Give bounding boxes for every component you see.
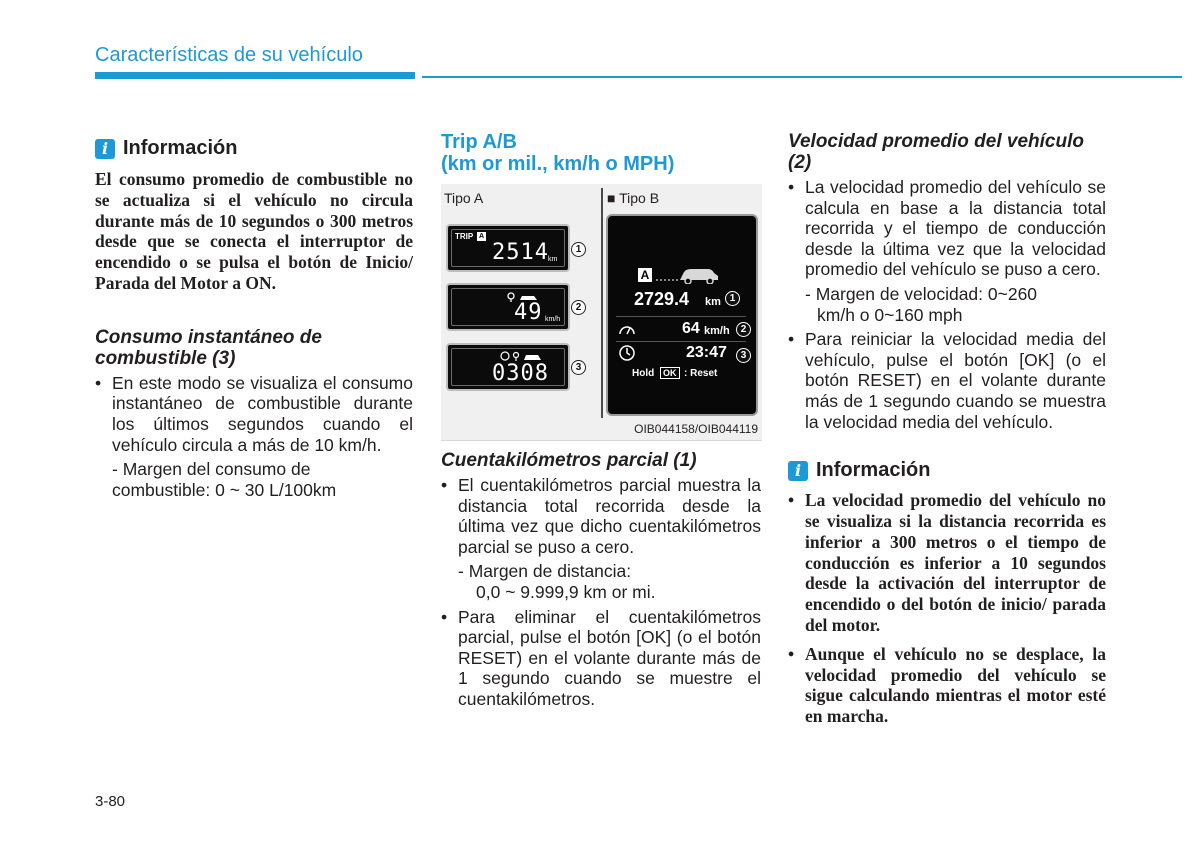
- trip-title-line1: Trip A/B: [441, 131, 517, 153]
- trip-letter-badge: A: [478, 233, 485, 240]
- trip-distance-unit: km: [548, 256, 558, 263]
- list-item: • La velocidad promedio del vehículo no se visualiza si la distancia recorrida es inferior a 300 metros o el tiempo de conducción es inferior a 10 segundos desde la activación del interruptor de encendido o del botón de inicio/ parada del motor.: [788, 490, 1106, 636]
- type-a-screen-trip: [446, 224, 570, 272]
- speed-value: 64: [682, 320, 700, 337]
- info-note-text: El consumo promedio de combustible no se actualiza si el vehículo no circula durante más de 10 segundos o 300 metros desde que se conecta el interruptor de encendido o se pulsa el botón de Inicio/ Parada del Motor a ON.: [95, 169, 413, 293]
- type-a-screen-elapsed-time: [446, 343, 570, 391]
- list-item: • Para reiniciar la velocidad media del vehículo, pulse el botón [OK] (o el botón RESET) en el volante durante más de 1 segundo cuando se muestra la velocidad media del vehículo.: [788, 329, 1106, 432]
- marker-b-2: 2: [736, 322, 751, 337]
- figure-caption: OIB044158/OIB044119: [634, 422, 758, 436]
- right-column: [788, 131, 1106, 727]
- section-title-consumption: Consumo instantáneo de combustible (3): [95, 326, 322, 369]
- list-item: • El cuentakilómetros parcial muestra la distancia total recorrida desde la última vez que dicho cuentakilómetros parcial se puso a cero.: [441, 475, 761, 557]
- header-rule-thick: [95, 72, 415, 79]
- trip-title-line2: (km or mil., km/h o MPH): [441, 153, 675, 175]
- marker-b-3: 3: [736, 348, 751, 363]
- sub-item: - Margen del consumo de combustible: 0 ~ 30 L/100km: [112, 459, 337, 500]
- info-heading-right: [788, 459, 1106, 482]
- trip-label: TRIP: [455, 232, 474, 241]
- avg-speed-list: [788, 177, 1106, 432]
- clock-icon: [618, 344, 636, 362]
- elapsed-time-value: 0308: [492, 361, 549, 386]
- speed-unit: km/h: [704, 325, 730, 337]
- divider-line: [616, 341, 746, 342]
- type-a-screen-avg-speed: [446, 283, 570, 331]
- list-item: • La velocidad promedio del vehículo se calcula en base a la distancia total recorrida y el tiempo de conducción desde la última vez que la velocidad promedio del vehículo se puso a cero.: [788, 177, 1106, 280]
- sub-item-cont: 0,0 ~ 9.999,9 km or mi.: [476, 581, 656, 602]
- avg-speed-value: 49: [514, 300, 543, 325]
- trip-distance-value: 2514: [492, 240, 549, 265]
- marker-1: 1: [571, 242, 586, 257]
- type-b-screen: [606, 214, 758, 416]
- sub-item: - Margen de velocidad: 0~260: [805, 283, 1038, 304]
- section-title-tripmeter: Cuentakilómetros parcial (1): [441, 450, 697, 471]
- info-heading-left: [95, 137, 413, 160]
- marker-2: 2: [571, 300, 586, 315]
- middle-text: [441, 450, 761, 710]
- list-item: • Para eliminar el cuentakilómetros parcial, pulse el botón [OK] (o el botón RESET) en el volante durante más de 1 segundo cuando se muestre el cuentakilómetros.: [441, 607, 761, 710]
- distance-value: 2729.4: [634, 289, 690, 309]
- marker-3: 3: [571, 360, 586, 375]
- middle-column: [441, 131, 762, 175]
- sub-item: - Margen de distancia:: [458, 561, 632, 582]
- trip-b-letter-badge: A: [638, 268, 652, 282]
- tripmeter-list: [441, 475, 761, 710]
- list-item: • Aunque el vehículo no se desplace, la velocidad promedio del vehículo se sigue calculando mientras el motor esté en marcha.: [788, 644, 1106, 727]
- car-icon: [656, 266, 736, 284]
- info-icon: i: [788, 461, 808, 481]
- time-value: 23:47: [686, 344, 727, 361]
- info-note-list: [788, 490, 1106, 727]
- section-title-avg-speed: Velocidad promedio del vehículo (2): [788, 131, 1084, 173]
- list-item: • En este modo se visualiza el consumo instantáneo de combustible durante los últimos segundos cuando el vehículo circula a más de 10 km/h.: [95, 373, 413, 455]
- speedometer-icon: [618, 322, 636, 336]
- left-column: [95, 137, 413, 500]
- avg-speed-unit: km/h: [545, 316, 561, 323]
- page-number: 3-80: [95, 793, 126, 810]
- distance-unit: km: [705, 296, 721, 308]
- header-rule-thin: [422, 76, 1182, 78]
- page-header-title: Características de su vehículo: [95, 44, 363, 66]
- info-title: Información: [123, 137, 238, 159]
- info-icon: i: [95, 139, 115, 159]
- ok-key: OK: [660, 367, 680, 379]
- divider-line: [616, 316, 746, 317]
- figure-label-type-b: ■ Tipo B: [607, 190, 660, 206]
- figure-label-type-a: Tipo A: [444, 190, 484, 206]
- reset-label: : Reset: [684, 368, 718, 379]
- figure-divider: [601, 188, 603, 418]
- info-title: Información: [816, 459, 931, 482]
- sub-item-cont: km/h o 0~160 mph: [817, 304, 963, 325]
- cluster-figure: [441, 184, 762, 441]
- marker-b-1: 1: [725, 291, 740, 306]
- hold-label: Hold: [632, 368, 655, 379]
- consumption-list: [95, 373, 413, 501]
